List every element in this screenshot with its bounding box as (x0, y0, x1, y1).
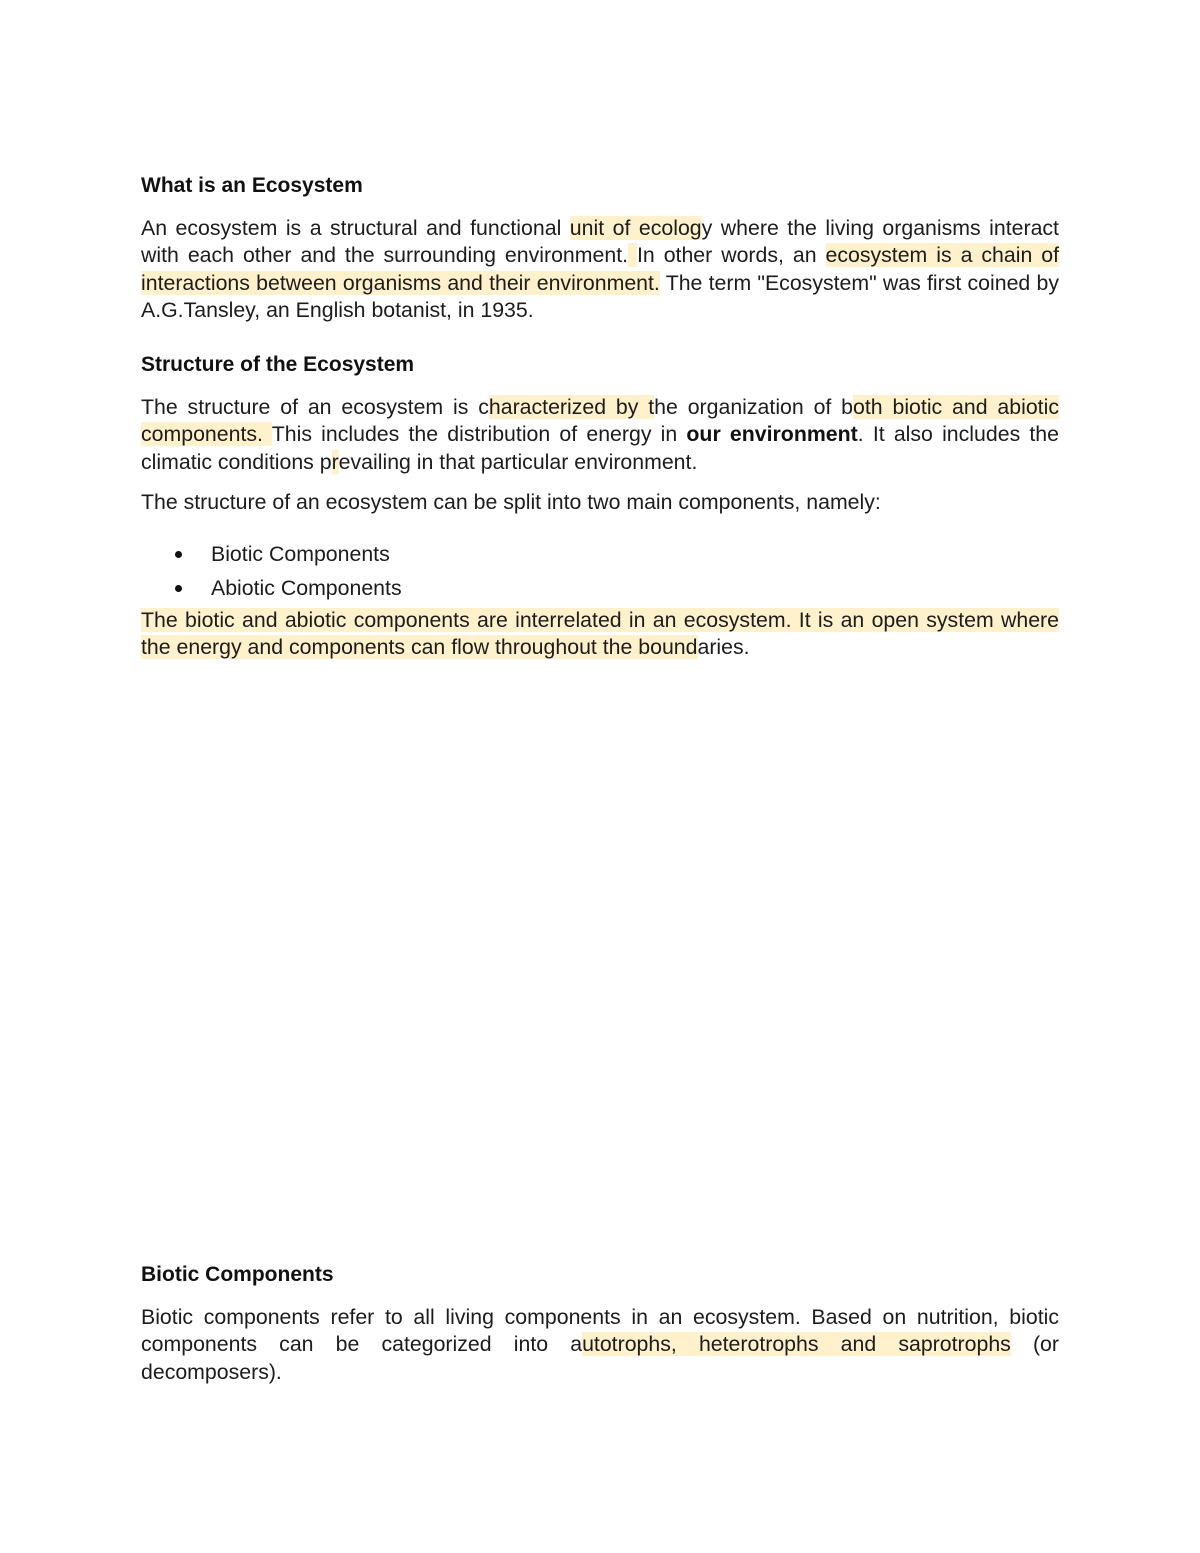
section-structure (141, 352, 1059, 662)
heading-structure: Structure of the Ecosystem (141, 353, 415, 376)
list-item: Abiotic Components (141, 571, 1059, 605)
section-biotic-components (141, 1262, 1059, 1386)
components-list (141, 537, 1059, 605)
list-item: Biotic Components (141, 537, 1059, 571)
paragraph-structure-intro: The structure of an ecosystem is characterized by the organization of both biotic and abiotic components. This includes the distribution of energy in our environment. It also includes the climatic conditions prevailing in that particular environment. (141, 395, 1059, 474)
paragraph-biotic-components: Biotic components refer to all living components in an ecosystem. Based on nutrition, biotic components can be categorized into autotrophs, heterotrophs and saprotrophs (or decomposers). (141, 1305, 1059, 1384)
heading-biotic-components: Biotic Components (141, 1263, 334, 1286)
paragraph-interrelated: The biotic and abiotic components are interrelated in an ecosystem. It is an open system where the energy and components can flow throughout the boundaries. (141, 608, 1059, 660)
paragraph-ecosystem-definition: An ecosystem is a structural and functional unit of ecology where the living organisms interact with each other and the surrounding environment. In other words, an ecosystem is a chain of interactions between organisms and their environment. The term "Ecosystem" was first coined by A.G.Tansley, an English botanist, in 1935. (141, 216, 1060, 322)
paragraph-structure-split: The structure of an ecosystem can be split into two main components, namely: (141, 489, 881, 514)
section-what-is-ecosystem (141, 173, 1059, 324)
heading-what-is-ecosystem: What is an Ecosystem (141, 174, 363, 197)
